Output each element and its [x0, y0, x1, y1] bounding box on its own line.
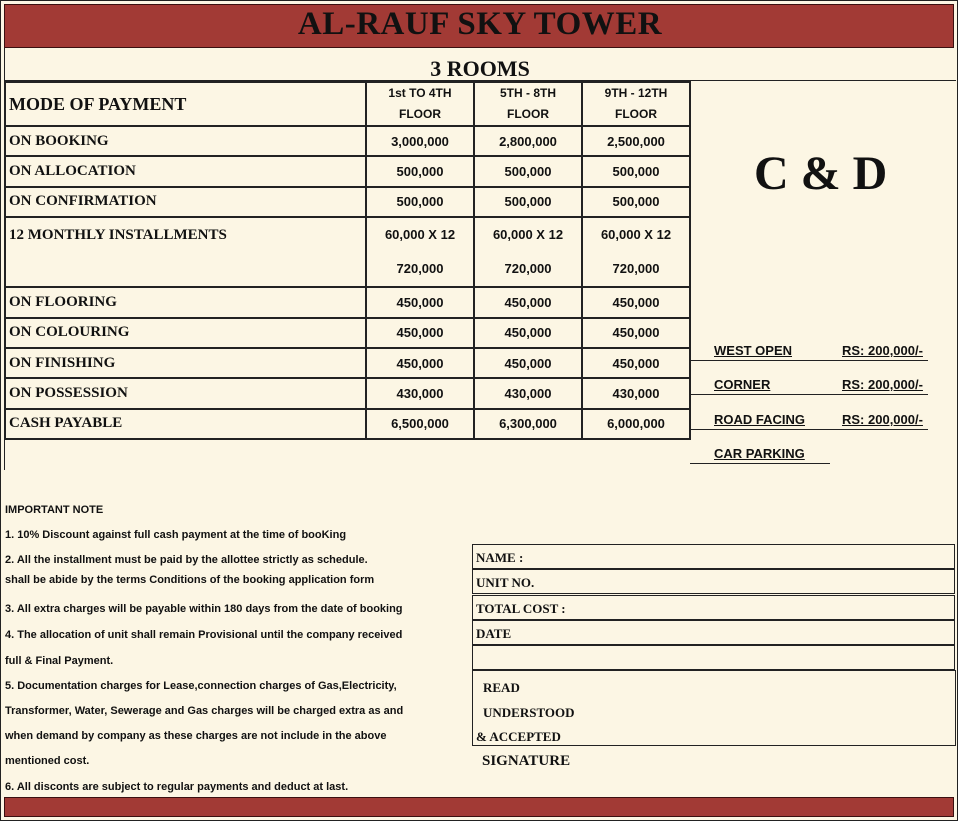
- row-label: ON BOOKING: [5, 126, 366, 156]
- cell-total: 720,000: [504, 261, 552, 277]
- row-label: ON COLOURING: [5, 318, 366, 348]
- cell-value: 500,000: [366, 187, 474, 217]
- table-row: [5, 126, 690, 156]
- cell-value: 430,000: [474, 378, 582, 408]
- row-label: CASH PAYABLE: [5, 409, 366, 439]
- note-line: Transformer, Water, Sewerage and Gas charges will be charged extra as and: [5, 705, 404, 717]
- cell-value: 2,500,000: [582, 126, 690, 156]
- table-header-row: [5, 82, 690, 126]
- acknowledgement-box: [472, 670, 956, 746]
- cell-value: 6,000,000: [582, 409, 690, 439]
- column-header-line2: FLOOR: [615, 107, 657, 121]
- column-header: [474, 82, 582, 126]
- note-line: 2. All the installment must be paid by the allottee strictly as schedule.: [5, 554, 368, 566]
- column-header-line1: 1st TO 4TH: [388, 86, 452, 100]
- cell-value: 450,000: [582, 287, 690, 317]
- ack-accepted: & ACCEPTED: [476, 729, 561, 744]
- row-label: ON ALLOCATION: [5, 156, 366, 186]
- name-field[interactable]: NAME :: [472, 544, 955, 569]
- extra-charge-row: [690, 410, 940, 430]
- note-line: 1. 10% Discount against full cash payment at the time of booKing: [5, 529, 347, 541]
- extra-charge-row: [690, 341, 940, 361]
- note-line: 4. The allocation of unit shall remain Provisional until the company received: [5, 629, 403, 641]
- page-title: AL-RAUF SKY TOWER: [297, 6, 663, 42]
- note-line: full & Final Payment.: [5, 655, 114, 667]
- notes-heading: IMPORTANT NOTE: [5, 504, 104, 516]
- footer-banner: [4, 797, 954, 817]
- note-line: 5. Documentation charges for Lease,connection charges of Gas,Electricity,: [5, 680, 397, 692]
- cell-value: 500,000: [582, 187, 690, 217]
- cell-value: 450,000: [582, 348, 690, 378]
- column-header: [366, 82, 474, 126]
- signature-label: SIGNATURE: [482, 753, 571, 769]
- cell-total: 720,000: [612, 261, 660, 277]
- note-line: 3. All extra charges will be payable within 180 days from the date of booking: [5, 603, 403, 615]
- cell-value: 450,000: [474, 318, 582, 348]
- underline: [690, 429, 928, 430]
- table-row: [5, 156, 690, 186]
- note-line: 6. All disconts are subject to regular payments and deduct at last.: [5, 781, 349, 793]
- category-label: C & D: [754, 147, 888, 200]
- row-label: 12 MONTHLY INSTALLMENTS: [5, 217, 366, 287]
- cell-value: 430,000: [366, 378, 474, 408]
- cell-value: 500,000: [582, 156, 690, 186]
- ack-understood: UNDERSTOOD: [483, 705, 575, 720]
- extra-charge-name: ROAD FACING: [714, 412, 805, 427]
- extra-charge-price: RS: 200,000/-: [842, 343, 923, 358]
- blank-field[interactable]: [472, 645, 955, 670]
- table-row: [5, 378, 690, 408]
- cell-value: 450,000: [366, 348, 474, 378]
- installment-cell: [474, 217, 582, 287]
- extra-charge-price: RS: 200,000/-: [842, 377, 923, 392]
- cell-value: 450,000: [366, 318, 474, 348]
- extra-charge-row: [690, 375, 940, 395]
- cell-value: 2,800,000: [474, 126, 582, 156]
- underline: [690, 394, 928, 395]
- table-row: [5, 217, 690, 287]
- cell-value: 60,000 X 12: [492, 227, 564, 243]
- total-cost-field[interactable]: TOTAL COST :: [472, 595, 955, 620]
- header-label: MODE OF PAYMENT: [5, 82, 366, 126]
- column-header-line2: FLOOR: [507, 107, 549, 121]
- cell-value: 6,500,000: [366, 409, 474, 439]
- table-row: [5, 348, 690, 378]
- cell-value: 60,000 X 12: [600, 227, 672, 243]
- cell-value: 500,000: [366, 156, 474, 186]
- column-header: [582, 82, 690, 126]
- cell-value: 500,000: [474, 187, 582, 217]
- row-label: ON FINISHING: [5, 348, 366, 378]
- extra-charge-name: CORNER: [714, 377, 771, 392]
- cell-value: 450,000: [474, 287, 582, 317]
- column-header-line1: 5TH - 8TH: [499, 86, 556, 100]
- row-label: ON FLOORING: [5, 287, 366, 317]
- cell-value: 450,000: [582, 318, 690, 348]
- note-line: when demand by company as these charges are not include in the above: [5, 730, 387, 742]
- cell-value: 60,000 X 12: [384, 227, 456, 243]
- column-header-line2: FLOOR: [399, 107, 441, 121]
- table-row: [5, 318, 690, 348]
- unit-no-field[interactable]: UNIT NO.: [472, 569, 955, 594]
- extra-charge-row: [690, 444, 940, 464]
- column-header-line1: 9TH - 12TH: [604, 86, 668, 100]
- underline: [690, 463, 830, 464]
- row-label: ON POSSESSION: [5, 378, 366, 408]
- cell-value: 430,000: [582, 378, 690, 408]
- extra-charge-name: WEST OPEN: [714, 343, 793, 358]
- cell-value: 6,300,000: [474, 409, 582, 439]
- note-line: mentioned cost.: [5, 755, 90, 767]
- cell-value: 450,000: [366, 287, 474, 317]
- row-label: ON CONFIRMATION: [5, 187, 366, 217]
- cell-value: 3,000,000: [366, 126, 474, 156]
- underline: [690, 360, 928, 361]
- table-row: [5, 287, 690, 317]
- installment-cell: [582, 217, 690, 287]
- installment-cell: [366, 217, 474, 287]
- cell-value: 450,000: [474, 348, 582, 378]
- table-row: [5, 409, 690, 439]
- table-row: [5, 187, 690, 217]
- cell-total: 720,000: [396, 261, 444, 277]
- payment-table: [4, 81, 691, 440]
- page-subtitle: 3 ROOMS: [430, 56, 530, 81]
- note-line: shall be abide by the terms Conditions of the booking application form: [5, 574, 375, 586]
- extra-charge-name: CAR PARKING: [714, 446, 805, 461]
- cell-value: 500,000: [474, 156, 582, 186]
- ack-read: READ: [483, 680, 520, 695]
- extra-charge-price: RS: 200,000/-: [842, 412, 923, 427]
- date-field[interactable]: DATE: [472, 620, 955, 645]
